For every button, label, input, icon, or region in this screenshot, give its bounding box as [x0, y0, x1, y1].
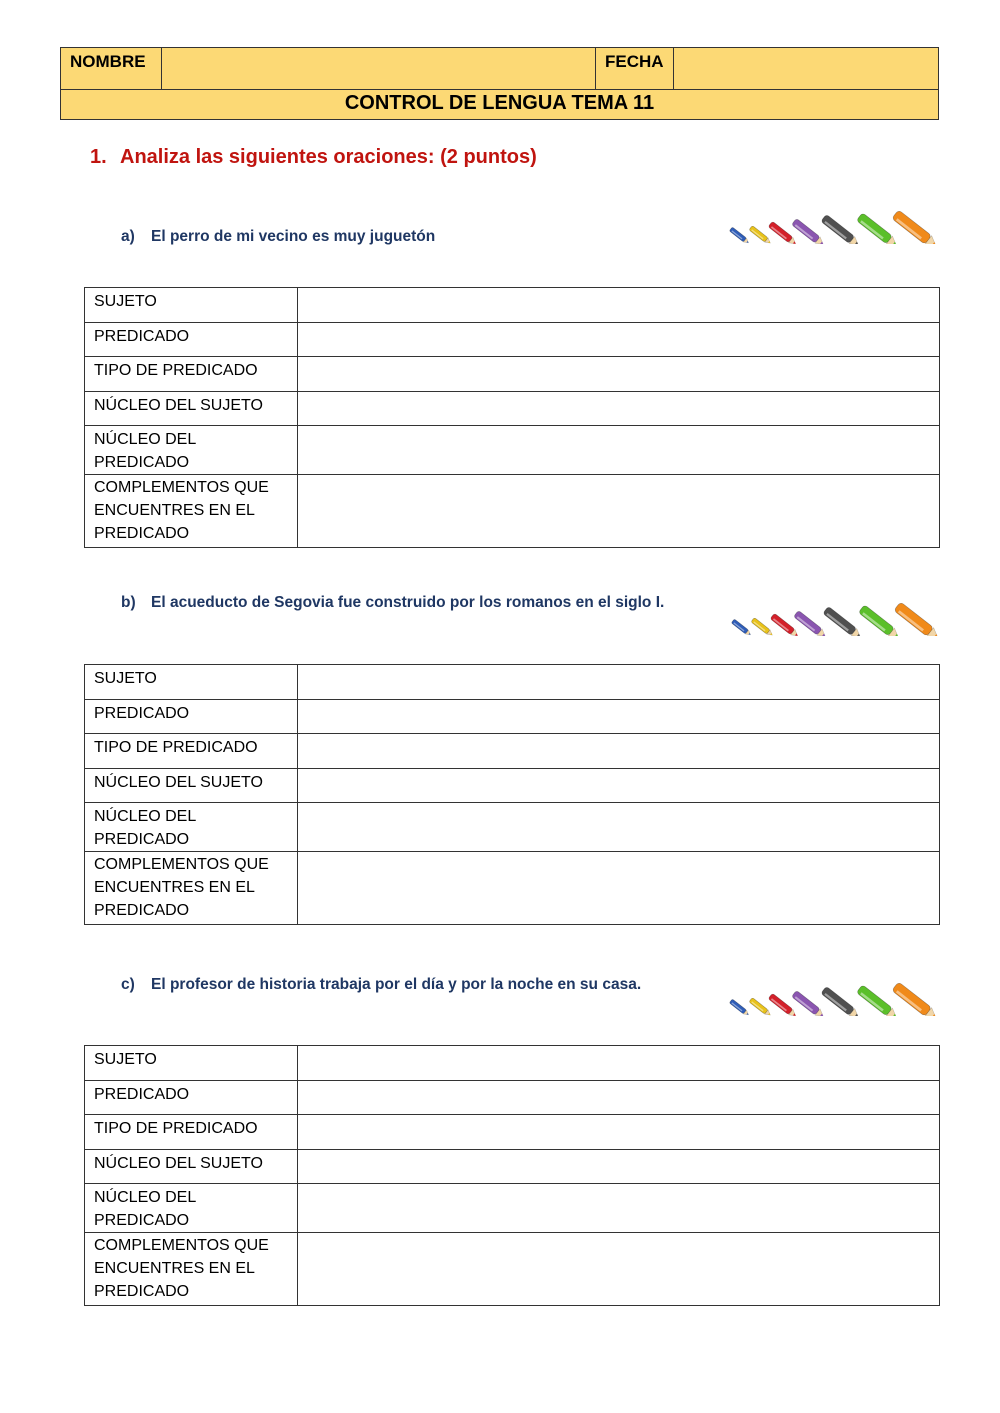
header-table — [60, 47, 939, 120]
analysis-table-b — [84, 664, 940, 925]
question-number: 1. — [90, 146, 107, 168]
row-label-sujeto: SUJETO — [85, 665, 298, 700]
answer-cell[interactable] — [298, 734, 940, 769]
table-row — [85, 803, 940, 852]
row-label-predicado: PREDICADO — [85, 322, 298, 357]
pencil-icon — [821, 986, 861, 1016]
row-label-tipo: TIPO DE PREDICADO — [85, 1115, 298, 1150]
sentence-letter: a) — [121, 228, 135, 245]
row-label-predicado: PREDICADO — [85, 699, 298, 734]
sentence-text: El perro de mi vecino es muy juguetón — [151, 228, 436, 245]
table-row — [85, 699, 940, 734]
row-label-complementos: COMPLEMENTOS QUE ENCUENTRES EN EL PREDICADO — [85, 1233, 298, 1306]
pencil-icon — [894, 602, 942, 636]
pencil-icon — [749, 998, 772, 1016]
answer-cell[interactable] — [298, 391, 940, 426]
table-row — [85, 768, 940, 803]
table-row — [85, 322, 940, 357]
answer-cell[interactable] — [298, 1149, 940, 1184]
answer-cell[interactable] — [298, 475, 940, 548]
row-label-tipo: TIPO DE PREDICADO — [85, 734, 298, 769]
table-row — [85, 357, 940, 392]
sentence-text: El acueducto de Segovia fue construido por los romanos en el siglo I. — [151, 594, 665, 611]
answer-cell[interactable] — [298, 357, 940, 392]
sentence-b — [121, 594, 664, 612]
pencil-icon — [731, 619, 752, 636]
table-row — [85, 665, 940, 700]
question-title — [90, 146, 537, 169]
row-label-nucleo-sujeto: NÚCLEO DEL SUJETO — [85, 1149, 298, 1184]
table-row — [85, 734, 940, 769]
name-label: NOMBRE — [61, 48, 162, 90]
pencils-icon — [728, 198, 942, 244]
row-label-nucleo-sujeto: NÚCLEO DEL SUJETO — [85, 768, 298, 803]
answer-cell[interactable] — [298, 852, 940, 925]
table-row — [85, 852, 940, 925]
row-label-tipo: TIPO DE PREDICADO — [85, 357, 298, 392]
table-row — [85, 1046, 940, 1081]
row-label-complementos: COMPLEMENTOS QUE ENCUENTRES EN EL PREDICADO — [85, 852, 298, 925]
answer-cell[interactable] — [298, 1080, 940, 1115]
analysis-table-c — [84, 1045, 940, 1306]
row-label-nucleo-predicado: NÚCLEO DEL PREDICADO — [85, 1184, 298, 1233]
pencil-icon — [823, 606, 863, 636]
answer-cell[interactable] — [298, 322, 940, 357]
answer-cell[interactable] — [298, 1115, 940, 1150]
name-field[interactable] — [162, 48, 596, 90]
table-row — [85, 475, 940, 548]
pencil-icon — [729, 999, 750, 1016]
row-label-sujeto: SUJETO — [85, 288, 298, 323]
sentence-a — [121, 228, 435, 246]
answer-cell[interactable] — [298, 768, 940, 803]
pencil-icon — [821, 214, 861, 244]
pencils-icon — [728, 590, 946, 636]
pencil-icon — [729, 227, 750, 244]
answer-cell[interactable] — [298, 426, 940, 475]
pencil-icon — [892, 982, 940, 1016]
table-row — [85, 1233, 940, 1306]
answer-cell[interactable] — [298, 665, 940, 700]
table-row — [85, 1080, 940, 1115]
pencil-icon — [791, 218, 825, 244]
date-field[interactable] — [673, 48, 938, 90]
sentence-text: El profesor de historia trabaja por el día y por la noche en su casa. — [151, 976, 642, 993]
analysis-table-a — [84, 287, 940, 548]
answer-cell[interactable] — [298, 288, 940, 323]
pencils-icon — [728, 970, 942, 1016]
row-label-complementos: COMPLEMENTOS QUE ENCUENTRES EN EL PREDICADO — [85, 475, 298, 548]
row-label-sujeto: SUJETO — [85, 1046, 298, 1081]
table-row — [85, 1149, 940, 1184]
answer-cell[interactable] — [298, 1046, 940, 1081]
answer-cell[interactable] — [298, 1184, 940, 1233]
pencil-icon — [791, 990, 825, 1016]
table-row — [85, 1115, 940, 1150]
table-row — [85, 1184, 940, 1233]
question-text: Analiza las siguientes oraciones: (2 puntos) — [120, 146, 537, 168]
sentence-letter: b) — [121, 594, 136, 611]
pencil-icon — [892, 210, 940, 244]
row-label-nucleo-sujeto: NÚCLEO DEL SUJETO — [85, 391, 298, 426]
table-row — [85, 426, 940, 475]
answer-cell[interactable] — [298, 699, 940, 734]
answer-cell[interactable] — [298, 803, 940, 852]
table-row — [85, 288, 940, 323]
pencil-icon — [751, 618, 774, 636]
pencil-icon — [749, 226, 772, 244]
row-label-nucleo-predicado: NÚCLEO DEL PREDICADO — [85, 426, 298, 475]
page-title: CONTROL DE LENGUA TEMA 11 — [61, 90, 939, 120]
date-label: FECHA — [596, 48, 674, 90]
row-label-predicado: PREDICADO — [85, 1080, 298, 1115]
sentence-c — [121, 976, 641, 994]
table-row — [85, 391, 940, 426]
answer-cell[interactable] — [298, 1233, 940, 1306]
pencil-icon — [793, 610, 827, 636]
row-label-nucleo-predicado: NÚCLEO DEL PREDICADO — [85, 803, 298, 852]
sentence-letter: c) — [121, 976, 135, 993]
